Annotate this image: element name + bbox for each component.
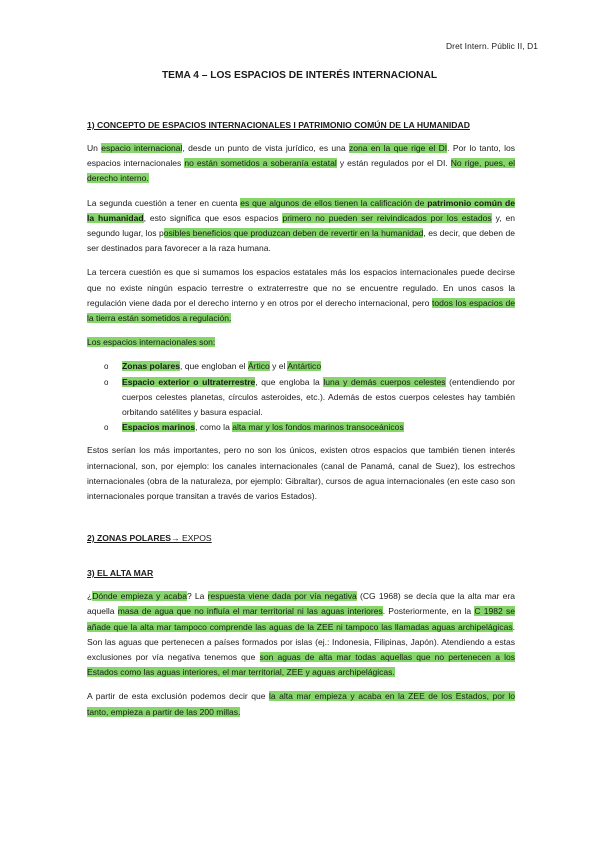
highlight: respuesta viene dada por vía negativa (207, 591, 357, 602)
section-1-paragraph-2 (87, 196, 515, 257)
text-run: y, en segundo lugar, los p (87, 212, 515, 239)
section-1-paragraph-4: Estos serían los más importantes, pero no son los únicos, existen otros espacios que también tienen interés internacional, son, por ejemplo: los canales internacionales (canal de Panamá, canal de Suez), los estrechos internacionales (obra de la naturaleza, por ejemplo: Gibraltar), cursos de agua internacionales (en este caso son internacionales porque transitan a través de varios Estados). (87, 445, 515, 502)
section-2-note: → EXPOS (171, 533, 212, 544)
highlight: patrimonio común de la humanidad (87, 197, 515, 223)
page-title: TEMA 4 – LOS ESPACIOS DE INTERÉS INTERNACIONAL (161, 70, 438, 81)
text-run: . Por lo tanto, los espacios internacionales (87, 143, 515, 169)
international-spaces-list (87, 359, 515, 435)
section-3-heading: 3) EL ALTA MAR (87, 568, 154, 579)
highlight: Zonas polares (122, 361, 180, 372)
highlight: Ártico (247, 361, 270, 372)
text-run: ? La (186, 591, 208, 602)
text-run: A partir de esta exclusión podemos decir que (87, 691, 269, 702)
highlight: C 1982 se añade que la alta mar tampoco comprende las aguas de la ZEE ni tampoco las llamadas aguas archipelágicas (87, 606, 515, 632)
list-item (104, 359, 515, 374)
highlight: Los espacios internacionales son: (87, 337, 216, 348)
text-run: (entendiendo por cuerpos celestes planetas, círculos asteroides, etc.). Además de estos cuerpos celestes hay también orbitando satélites y basura espacial. (122, 376, 515, 418)
section-3-paragraph-1 (87, 589, 515, 680)
highlight: Espacio exterior o ultraterrestre (122, 376, 256, 387)
highlight: masa de agua que no influía el mar territorial ni las aguas interiores (117, 606, 383, 617)
section-1-paragraph-1 (87, 141, 515, 187)
text-run: , como la (195, 422, 233, 433)
course-header: Dret Intern. Públic II, D1 (446, 41, 538, 51)
text-run: y el (269, 361, 288, 372)
list-item (104, 420, 515, 435)
section-2-heading (87, 533, 515, 543)
section-1-paragraph-3 (87, 265, 515, 326)
highlight: espacio internacional (101, 143, 183, 153)
text-run: . Posteriormente, en la (382, 606, 475, 617)
text-run: , que engloban el (179, 361, 248, 372)
text-run: La tercera cuestión es que si sumamos los espacios estatales más los espacios internacionales puede decirse que no existe ningún espacio terrestre o extraterrestre que no se encuentre regulado. En unos casos la regulación viene dada por el derecho interno y en otros por el derecho internacional, pero (87, 267, 515, 308)
text-run: , es decir, que deben de ser destinados para favorecer a la raza humana. (87, 228, 515, 254)
highlight: osibles beneficios que produzcan deben de revertir en la humanidad (163, 228, 424, 239)
highlight: luna y demás cuerpos celestes (323, 376, 446, 387)
highlight: Espacios marinos (122, 422, 196, 433)
bullet-icon: o (104, 377, 109, 387)
list-intro (87, 335, 515, 350)
highlight: Dónde empieza y acaba (92, 591, 187, 602)
highlight: son aguas de alta mar todas aquellas que no pertenecen a los Estados como las aguas interiores, el mar territorial, ZEE y aguas archipelágicas. (87, 652, 516, 678)
highlight: zona en la que rige el DI (348, 143, 448, 153)
highlight: es que algunos de ellos tienen la calificación de (240, 197, 428, 208)
list-item (104, 375, 515, 421)
highlight: Antártico (287, 361, 322, 372)
text-run: (CG 1968) se decía que la alta mar era aquella (87, 591, 515, 617)
highlight: la alta mar empieza y acaba en la ZEE de los Estados, por lo tanto, empieza a partir de las 200 millas. (87, 691, 515, 717)
section-2-title: 2) ZONAS POLARES (87, 533, 172, 544)
text-run: ¿ (87, 591, 93, 602)
bullet-icon: o (104, 362, 109, 372)
highlight: alta mar y los fondos marinos transoceánicos (232, 422, 404, 433)
highlight: todos los espacios de la tierra están sometidos a regulación. (87, 297, 515, 324)
section-3-paragraph-2 (87, 689, 515, 719)
highlight: No rige, pues, el derecho interno. (87, 158, 515, 184)
bullet-icon: o (104, 423, 109, 433)
text-run: , esto significa que esos espacios (143, 212, 283, 223)
text-run: . Son las aguas que pertenecen a países formados por islas (ej.: Indonesia, Filipinas, Japón). Atendiendo a estas exclusiones por vía negativa tenemos que (87, 621, 515, 663)
document-body (87, 120, 515, 729)
section-1-heading: 1) CONCEPTO DE ESPACIOS INTERNACIONALES I PATRIMONIO COMÚN DE LA HUMANIDAD (87, 120, 470, 130)
text-run: La segunda cuestión a tener en cuenta (87, 197, 241, 208)
text-run: Un (87, 143, 102, 153)
text-run: y están regulados por el DI. (336, 158, 451, 169)
highlight: no están sometidos a soberanía estatal (184, 158, 337, 169)
text-run: , que engloba la (255, 376, 324, 387)
highlight: primero no pueden ser reivindicados por los estados (282, 212, 492, 223)
text-run: , desde un punto de vista jurídico, es una (182, 143, 349, 153)
